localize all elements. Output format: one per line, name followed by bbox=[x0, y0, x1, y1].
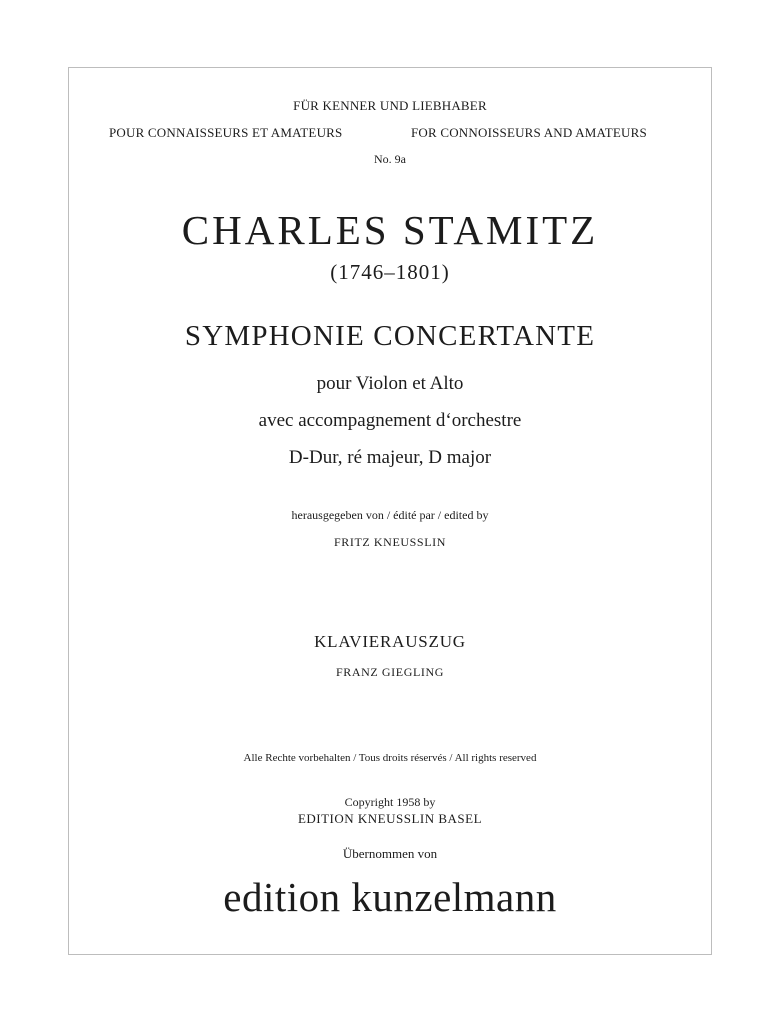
publisher-name: edition kunzelmann bbox=[223, 874, 557, 920]
work-title: SYMPHONIE CONCERTANTE bbox=[184, 320, 596, 352]
work-key: D-Dur, ré majeur, D major bbox=[288, 447, 492, 468]
composer-dates: (1746–1801) bbox=[330, 260, 450, 284]
series-title-french: POUR CONNAISSEURS ET AMATEURS bbox=[109, 125, 343, 140]
taken-over-by: Übernommen von bbox=[342, 846, 438, 861]
work-instrumentation: pour Violon et Alto bbox=[316, 373, 464, 394]
piano-reduction-label: KLAVIERAUSZUG bbox=[314, 632, 466, 651]
edited-by-label: herausgegeben von / édité par / edited by bbox=[291, 508, 489, 522]
series-number: No. 9a bbox=[374, 152, 406, 166]
series-title-english: FOR CONNOISSEURS AND AMATEURS bbox=[411, 125, 647, 140]
arranger-name: FRANZ GIEGLING bbox=[335, 665, 445, 679]
rights-notice: Alle Rechte vorbehalten / Tous droits réservés / All rights reserved bbox=[243, 752, 537, 764]
series-title-german: FÜR KENNER UND LIEBHABER bbox=[293, 98, 487, 113]
editor-name: FRITZ KNEUSSLIN bbox=[333, 535, 446, 549]
original-publisher: EDITION KNEUSSLIN BASEL bbox=[297, 811, 483, 826]
work-accompaniment: avec accompagnement d‘orchestre bbox=[258, 410, 522, 431]
copyright-line: Copyright 1958 by bbox=[344, 795, 436, 809]
composer-name: CHARLES STAMITZ bbox=[181, 207, 599, 253]
